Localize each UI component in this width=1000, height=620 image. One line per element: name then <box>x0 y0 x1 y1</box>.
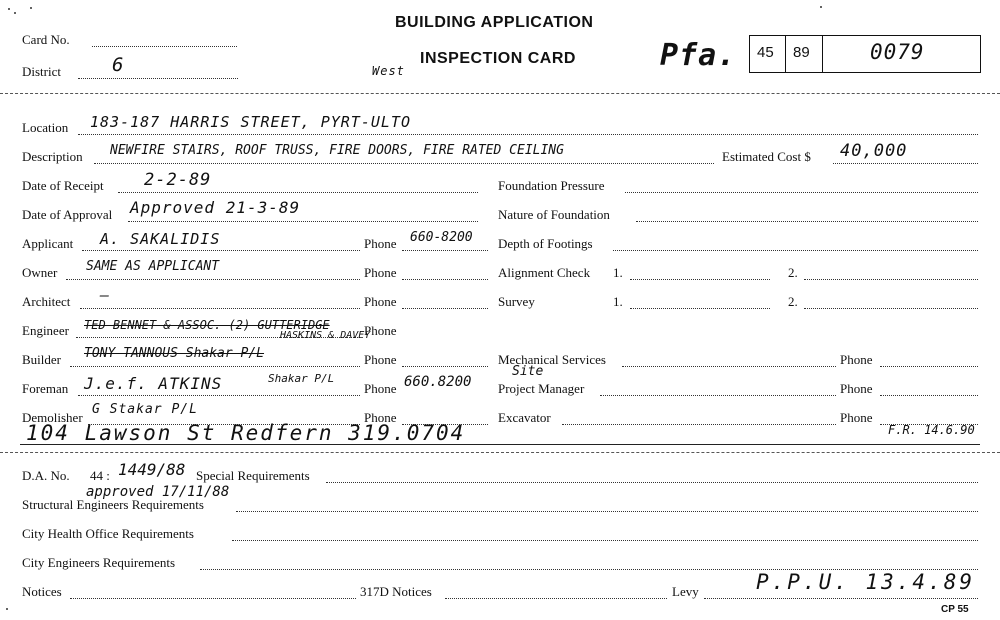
estimated-cost-value: 40,000 <box>840 141 908 161</box>
depth-footings-line <box>613 250 978 251</box>
da-label: D.A. No. <box>22 468 70 483</box>
foreman-phone-note: Site <box>512 364 544 379</box>
builder-value: TONY TANNOUS Shakar P/L <box>84 346 265 361</box>
special-req-label: Special Requirements <box>196 468 310 483</box>
survey-label: Survey <box>498 294 535 309</box>
structural-label: Structural Engineers Requirements <box>22 497 204 512</box>
ref-card: 0079 <box>870 40 925 64</box>
description-label: Description <box>22 149 83 164</box>
engineer-value: TED BENNET & ASSOC. (2) GUTTERIDGE <box>84 318 330 332</box>
mechanical-phone-label: Phone <box>840 352 873 367</box>
special-req-line <box>326 482 978 483</box>
architect-label: Architect <box>22 294 71 309</box>
speck <box>14 12 16 14</box>
applicant-line <box>82 250 360 251</box>
builder-phone-label: Phone <box>364 352 397 367</box>
receipt-line <box>118 192 478 193</box>
levy-line <box>704 598 978 599</box>
header-divider <box>0 93 1000 94</box>
speck <box>8 8 10 10</box>
ref-divider <box>785 35 786 73</box>
survey-2-line <box>804 308 978 309</box>
engineer-phone-label: Phone <box>364 323 397 338</box>
ref-year: 45 <box>757 44 774 61</box>
applicant-phone-line <box>402 250 488 251</box>
applicant-phone-label: Phone <box>364 236 397 251</box>
approval-line <box>128 221 478 222</box>
alignment-1-line <box>630 279 770 280</box>
alignment-2: 2. <box>788 265 798 280</box>
da-value: 1449/88 <box>118 460 186 479</box>
foreman-phone-label: Phone <box>364 381 397 396</box>
applicant-phone: 660-8200 <box>410 230 473 245</box>
notices-line <box>70 598 356 599</box>
project-manager-line <box>600 395 836 396</box>
owner-line <box>66 279 360 280</box>
alignment-check-label: Alignment Check <box>498 265 591 280</box>
depth-footings-label: Depth of Footings <box>498 236 593 251</box>
speck <box>820 6 822 8</box>
nature-foundation-line <box>636 221 978 222</box>
location-value: 183-187 HARRIS STREET, PYRT-ULTO <box>90 113 411 131</box>
architect-phone-line <box>402 308 488 309</box>
engineer-label: Engineer <box>22 323 69 338</box>
ref-num: 89 <box>793 44 810 61</box>
demolisher-phone-label: Phone <box>364 410 397 425</box>
alignment-1: 1. <box>613 265 623 280</box>
date-approval-value: Approved 21-3-89 <box>130 198 301 217</box>
city-eng-label: City Engineers Requirements <box>22 555 176 570</box>
excavator-line <box>562 424 836 425</box>
handwritten-address: 104 Lawson St Redfern 319.0704 <box>26 421 466 445</box>
form-code: CP 55 <box>941 604 969 615</box>
project-manager-phone-label: Phone <box>840 381 873 396</box>
foreman-value: J.e.f. ATKINS <box>84 374 223 393</box>
project-manager-phone-line <box>880 395 978 396</box>
structural-line <box>236 511 978 512</box>
architect-value: — <box>100 286 111 304</box>
location-label: Location <box>22 120 69 135</box>
owner-phone-label: Phone <box>364 265 397 280</box>
speck <box>30 7 32 9</box>
survey-1-line <box>630 308 770 309</box>
card-subtitle: INSPECTION CARD <box>420 50 576 67</box>
levy-label: Levy <box>672 584 699 599</box>
survey-1: 1. <box>613 294 623 309</box>
district-line <box>78 78 238 79</box>
speck <box>6 608 8 610</box>
architect-phone-label: Phone <box>364 294 397 309</box>
excavator-label: Excavator <box>498 410 551 425</box>
structural-note: approved 17/11/88 <box>86 484 230 500</box>
demolisher-label: Demolisher <box>22 410 83 425</box>
excavator-phone-label: Phone <box>840 410 873 425</box>
architect-line <box>80 308 360 309</box>
cost-line <box>833 163 978 164</box>
date-approval-label: Date of Approval <box>22 207 113 222</box>
survey-2: 2. <box>788 294 798 309</box>
mid-divider <box>0 452 1000 453</box>
alignment-2-line <box>804 279 978 280</box>
foundation-pressure-line <box>625 192 978 193</box>
health-line <box>232 540 978 541</box>
card-no-label: Card No. <box>22 32 70 47</box>
mechanical-label: Mechanical Services <box>498 352 606 367</box>
foreman-label: Foreman <box>22 381 69 396</box>
owner-value: SAME AS APPLICANT <box>86 259 220 274</box>
ref-divider <box>822 35 823 73</box>
date-receipt-label: Date of Receipt <box>22 178 104 193</box>
description-value: NEWFIRE STAIRS, ROOF TRUSS, FIRE DOORS, FIRE RATED CEILING <box>110 143 564 158</box>
nature-foundation-label: Nature of Foundation <box>498 207 610 222</box>
card-title: BUILDING APPLICATION <box>395 14 594 31</box>
owner-label: Owner <box>22 265 58 280</box>
foreman-line <box>78 395 360 396</box>
reference-box <box>749 35 981 73</box>
applicant-value: A. SAKALIDIS <box>100 230 221 248</box>
description-line <box>94 163 714 164</box>
foreman-note: Shakar P/L <box>268 372 335 385</box>
foundation-pressure-label: Foundation Pressure <box>498 178 605 193</box>
demolisher-value: G Stakar P/L <box>92 402 198 417</box>
handwritten-underline <box>20 444 980 445</box>
notices-317d-line <box>445 598 667 599</box>
district-label: District <box>22 64 61 79</box>
foreman-phone: 660.8200 <box>404 374 472 390</box>
builder-line <box>70 366 360 367</box>
engineer-value-2: HASKINS & DAVEY <box>280 330 371 341</box>
builder-phone-line <box>402 366 488 367</box>
owner-phone-line <box>402 279 488 280</box>
mechanical-line <box>622 366 836 367</box>
date-receipt-value: 2-2-89 <box>144 170 212 190</box>
health-label: City Health Office Requirements <box>22 526 194 541</box>
district-value: 6 <box>112 54 126 76</box>
location-line <box>78 134 978 135</box>
project-manager-label: Project Manager <box>498 381 585 396</box>
applicant-label: Applicant <box>22 236 74 251</box>
card-no-line <box>92 46 237 47</box>
levy-value: P.P.U. 13.4.89 <box>756 570 976 594</box>
mechanical-phone-line <box>880 366 978 367</box>
handwritten-ref: F.R. 14.6.90 <box>888 423 975 437</box>
builder-label: Builder <box>22 352 61 367</box>
estimated-cost-label: Estimated Cost $ <box>722 149 811 164</box>
notices-label: Notices <box>22 584 62 599</box>
notices-317d-label: 317D Notices <box>360 584 432 599</box>
district-note: West <box>372 64 405 78</box>
da-prefix: 44 : <box>90 468 110 483</box>
hand-mark: Pfa. <box>660 38 737 73</box>
